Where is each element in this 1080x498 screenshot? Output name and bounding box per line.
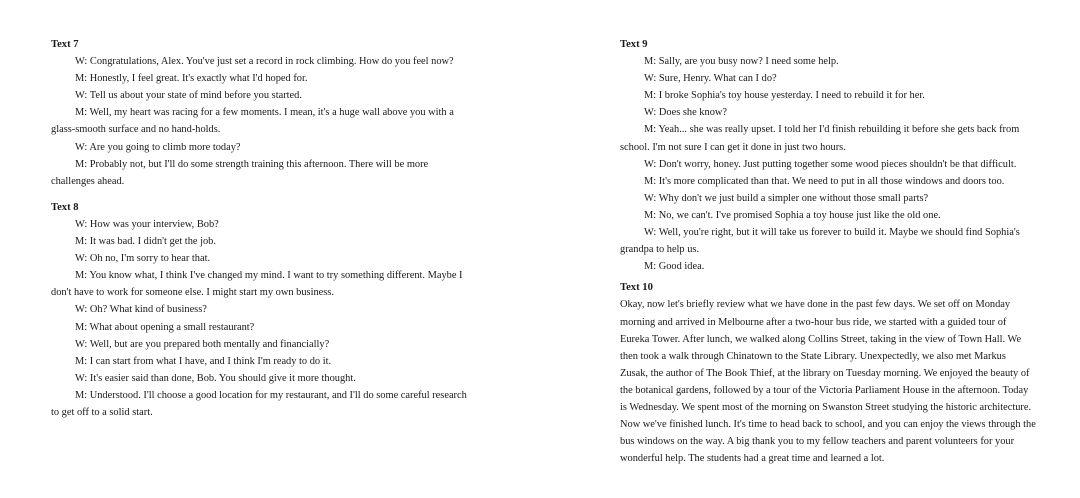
text9-line: M: Good idea.	[644, 261, 705, 273]
text10-line: then took a walk through Chinatown to the State Library. Unexpectedly, we also met Markus	[620, 350, 1006, 362]
text8-line: W: Oh no, I'm sorry to hear that.	[75, 253, 211, 265]
text8-line: M: What about opening a small restaurant?	[75, 321, 255, 333]
text9-line: M: Sally, are you busy now? I need some help.	[644, 56, 839, 68]
text8-line: M: You know what, I think I've changed my mind. I want to try something different. Maybe I	[75, 270, 463, 282]
text8-heading: Text 8	[51, 201, 79, 213]
right-column	[620, 36, 1040, 467]
text9-line: M: It's more complicated than that. We need to put in all those windows and doors too.	[644, 175, 1005, 187]
text10-line: Zusak, the author of The Book Thief, at the library on Tuesday morning. We enjoyed the beauty of	[620, 367, 1030, 379]
text8-line: M: I can start from what I have, and I think I'm ready to do it.	[75, 355, 332, 367]
text9-line: W: Why don't we just build a simpler one without those small parts?	[644, 192, 929, 204]
text9-line: M: I broke Sophia's toy house yesterday. I need to rebuild it for her.	[644, 90, 925, 102]
text8-line: to get off to a solid start.	[51, 406, 153, 418]
text7-heading: Text 7	[51, 39, 79, 50]
text10-line: the botanical gardens, followed by a tour of the Victoria Parliament House in the afternoon. Today	[620, 384, 1029, 396]
text8-line: don't have to work for someone else. I might start my own business.	[51, 287, 334, 299]
text10-heading: Text 10	[620, 282, 653, 294]
text10-line: wonderful help. The students had a great time and learned a lot.	[620, 453, 885, 465]
text7-line: M: Well, my heart was racing for a few moments. I mean, it's a huge wall above you with a	[75, 107, 454, 119]
text8-line: W: How was your interview, Bob?	[75, 218, 219, 230]
text9-line: M: Yeah... she was really upset. I told her I'd finish rebuilding it before she gets back from	[644, 124, 1020, 136]
text10-line: is Wednesday. We spent most of the morning on Swanston Street studying the historic architecture.	[620, 401, 1032, 413]
text9-line: W: Sure, Henry. What can I do?	[644, 73, 777, 85]
left-column	[51, 36, 491, 421]
text7-line: M: Probably not, but I'll do some strength training this afternoon. There will be more	[75, 158, 429, 170]
text8-line: W: Oh? What kind of business?	[75, 304, 207, 316]
text7-line: challenges ahead.	[51, 175, 125, 187]
text9-line: W: Well, you're right, but it will take us forever to build it. Maybe we should find Sophia's	[644, 227, 1020, 239]
text8-line: M: It was bad. I didn't get the job.	[75, 236, 216, 248]
text8-line: M: Understood. I'll choose a good location for my restaurant, and I'll do some careful research	[75, 389, 467, 401]
text7-line: M: Honestly, I feel great. It's exactly what I'd hoped for.	[75, 73, 308, 85]
text9-line: school. I'm not sure I can get it done in just two hours.	[620, 141, 846, 153]
text7-line: W: Are you going to climb more today?	[75, 141, 241, 153]
text10-line: morning and arrived in Melbourne after a two-hour bus ride, we started with a guided tour of	[620, 316, 1007, 328]
text9-line: W: Does she know?	[644, 107, 728, 119]
text7-line: W: Tell us about your state of mind before you started.	[75, 90, 302, 102]
text7-line: W: Congratulations, Alex. You've just set a record in rock climbing. How do you feel now?	[75, 56, 454, 68]
text10-line: bus windows on the way. A big thank you to my fellow teachers and parent volunteers for your	[620, 436, 1015, 448]
text9-line: M: No, we can't. I've promised Sophia a toy house just like the old one.	[644, 209, 941, 221]
text8-line: W: It's easier said than done, Bob. You should give it more thought.	[75, 372, 356, 384]
text7-line: glass-smooth surface and no hand-holds.	[51, 124, 221, 136]
text9-line: grandpa to help us.	[620, 244, 700, 256]
text10-line: Eureka Tower. After lunch, we walked along Collins Street, taking in the view of Town Hall. We	[620, 333, 1022, 345]
text9-heading: Text 9	[620, 39, 648, 50]
text10-line: Now we've finished lunch. It's time to head back to school, and you can enjoy the views through the	[620, 419, 1036, 431]
text9-line: W: Don't worry, honey. Just putting together some wood pieces shouldn't be that difficult.	[644, 158, 1017, 170]
text8-line: W: Well, but are you prepared both mentally and financially?	[75, 338, 330, 350]
text10-line: Okay, now let's briefly review what we have done in the past few days. We set off on Monday	[620, 299, 1011, 311]
